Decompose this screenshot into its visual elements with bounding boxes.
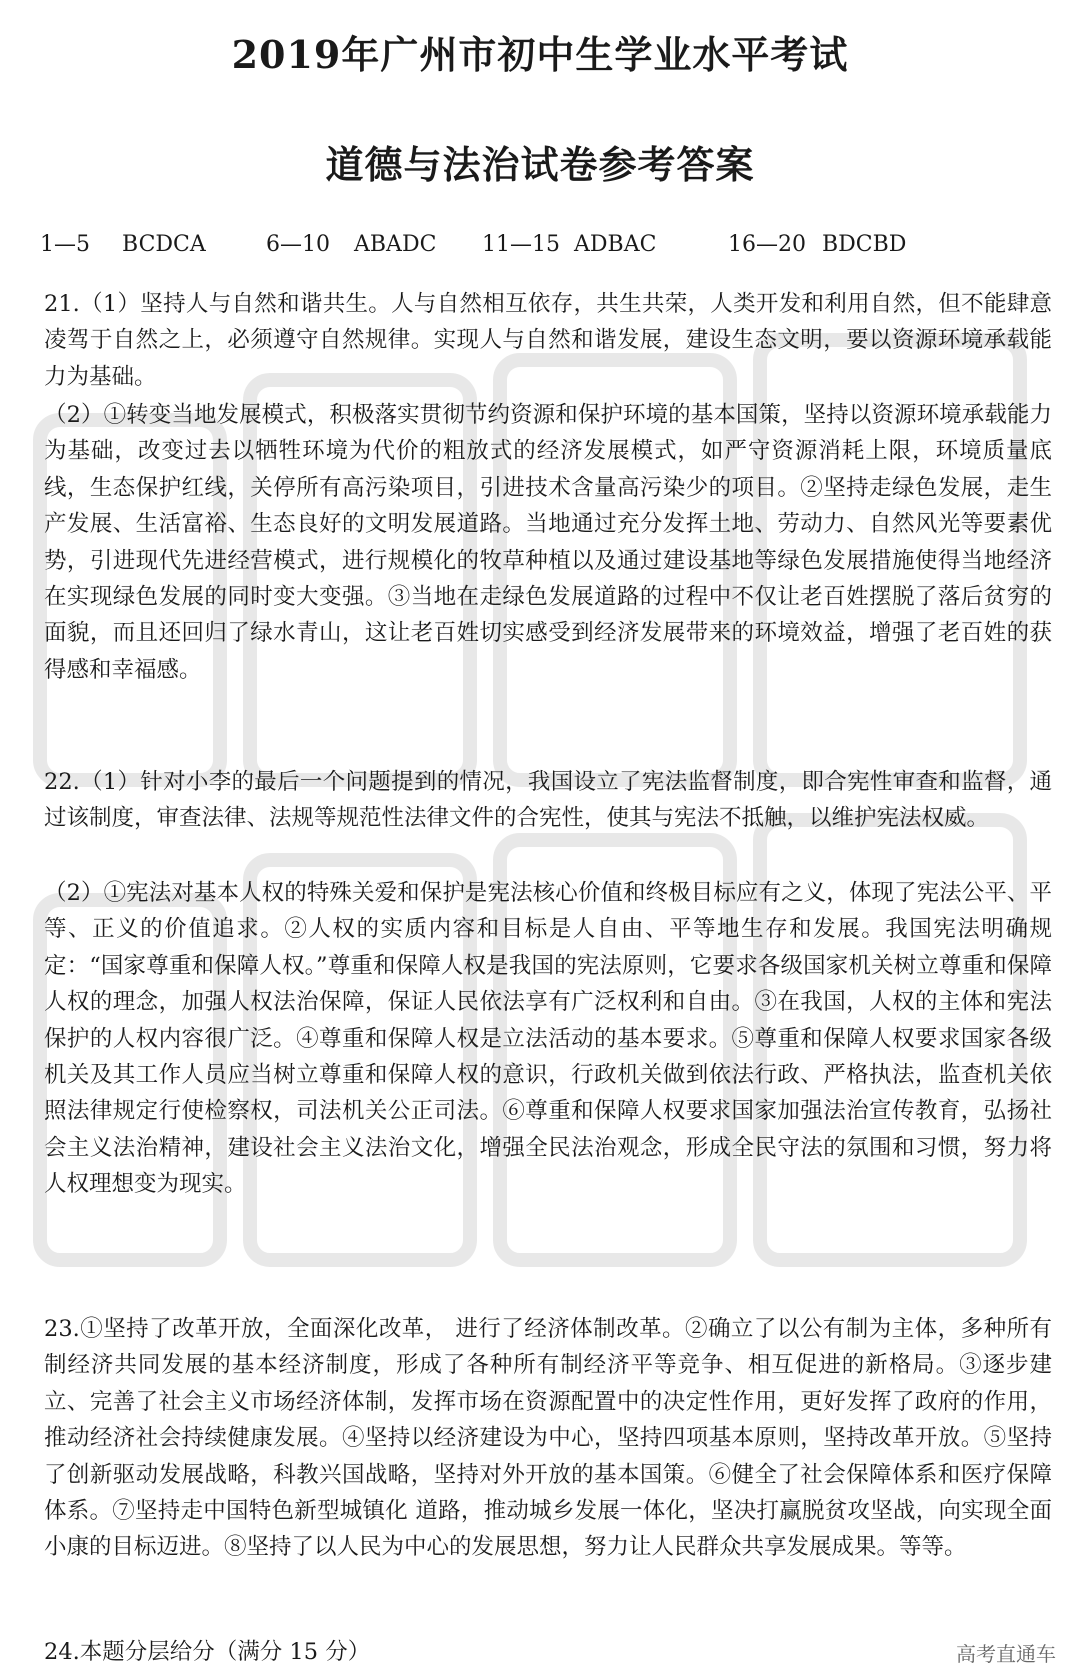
q22-part2: （2）①宪法对基本人权的特殊关爱和保护是宪法核心价值和终极目标应有之义，体现了宪法公平、平等、正义的价值追求。②人权的实质内容和目标是人自由、平等地生存和发展。我国宪法明确规定：“国家尊重和保障人权。”尊重和保障人权是我国的宪法原则，它要求各级国家机关树立尊重和保障人权的理念，加强人权法治保障，保证人民依法享有广泛权利和自由。③在我国，人权的主体和宪法保护的人权内容很广泛。④尊重和保障人权是立法活动的基本要求。⑤尊重和保障人权要求国家各级机关及其工作人员应当树立尊重和保障人权的意识，行政机关做到依法行政、严格执法，监查机关依照法律规定行使检察权，司法机关公正司法。⑥尊重和保障人权要求国家加强法治宣传教育，弘扬社会主义法治精神，建设社会主义法治文化，增强全民法治观念，形成全民守法的氛围和习惯，努力将人权理想变为现实。 <box>44 880 1052 1198</box>
q21-part1: 21.（1）坚持人与自然和谐共生。人与自然相互依存，共生共荣，人类开发和利用自然，但不能肆意凌驾于自然之上，必须遵守自然规律。实现人与自然和谐发展，建设生态文明，要以资源环境承载能力为基础。 <box>44 291 1052 390</box>
page-title: 2019年广州市初中生学业水平考试 <box>231 32 849 77</box>
answer-value-4: BDCBD <box>822 232 907 257</box>
answer-value-2: ABADC <box>354 232 437 257</box>
q23-answer: 23.①坚持了改革开放，全面深化改革， 进行了经济体制改革。②确立了以公有制为主体，多种所有制经济共同发展的基本经济制度，形成了各种所有制经济平等竞争、相互促进的新格局。③逐步建立、完善了社会主义市场经济体制，发挥市场在资源配置中的决定性作用，更好发挥了政府的作用，推动经济社会持续健康发展。④坚持以经济建设为中心，坚持四项基本原则，坚持改革开放。⑤坚持了创新驱动发展战略，科教兴国战略，坚持对外开放的基本国策。⑥健全了社会保障体系和医疗保障体系。⑦坚持走中国特色新型城镇化 道路，推动城乡发展一体化，坚决打赢脱贫攻坚战，向实现全面小康的目标迈进。⑧坚持了以人民为中心的发展思想，努力让人民群众共享发展成果。等等。 <box>44 1316 1052 1561</box>
brand-label: 高考直通车 <box>956 1642 1056 1666</box>
answer-range-1: 1—5 <box>40 232 90 257</box>
answer-range-4: 16—20 <box>728 232 806 257</box>
answer-range-3: 11—15 <box>482 232 560 257</box>
q22-part1: 22.（1）针对小李的最后一个问题提到的情况，我国设立了宪法监督制度，即合宪性审查和监督，通过该制度，审查法律、法规等规范性法律文件的合宪性，使其与宪法不抵触，以维护宪法权威。 <box>44 769 1052 832</box>
choice-answers-row <box>40 232 1050 266</box>
q24-heading: 24.本题分层给分（满分 15 分） <box>44 1639 371 1665</box>
q21-part2: （2）①转变当地发展模式，积极落实贯彻节约资源和保护环境的基本国策，坚持以资源环境承载能力为基础，改变过去以牺牲环境为代价的粗放式的经济发展模式，如严守资源消耗上限，环境质量底线，生态保护红线，关停所有高污染项目，引进技术含量高污染少的项目。②坚持走绿色发展，走生产发展、生活富裕、生态良好的文明发展道路。当地通过充分发挥土地、劳动力、自然风光等要素优势，引进现代先进经营模式，进行规模化的牧草种植以及通过建设基地等绿色发展措施使得当地经济在实现绿色发展的同时变大变强。③当地在走绿色发展道路的过程中不仅让老百姓摆脱了落后贫穷的面貌，而且还回归了绿水青山，这让老百姓切实感受到经济发展带来的环境效益，增强了老百姓的获得感和幸福感。 <box>44 402 1052 683</box>
answer-value-1: BCDCA <box>122 232 206 257</box>
answer-value-3: ADBAC <box>574 232 657 257</box>
page-subtitle: 道德与法治试卷参考答案 <box>325 142 755 187</box>
answer-range-2: 6—10 <box>266 232 330 257</box>
